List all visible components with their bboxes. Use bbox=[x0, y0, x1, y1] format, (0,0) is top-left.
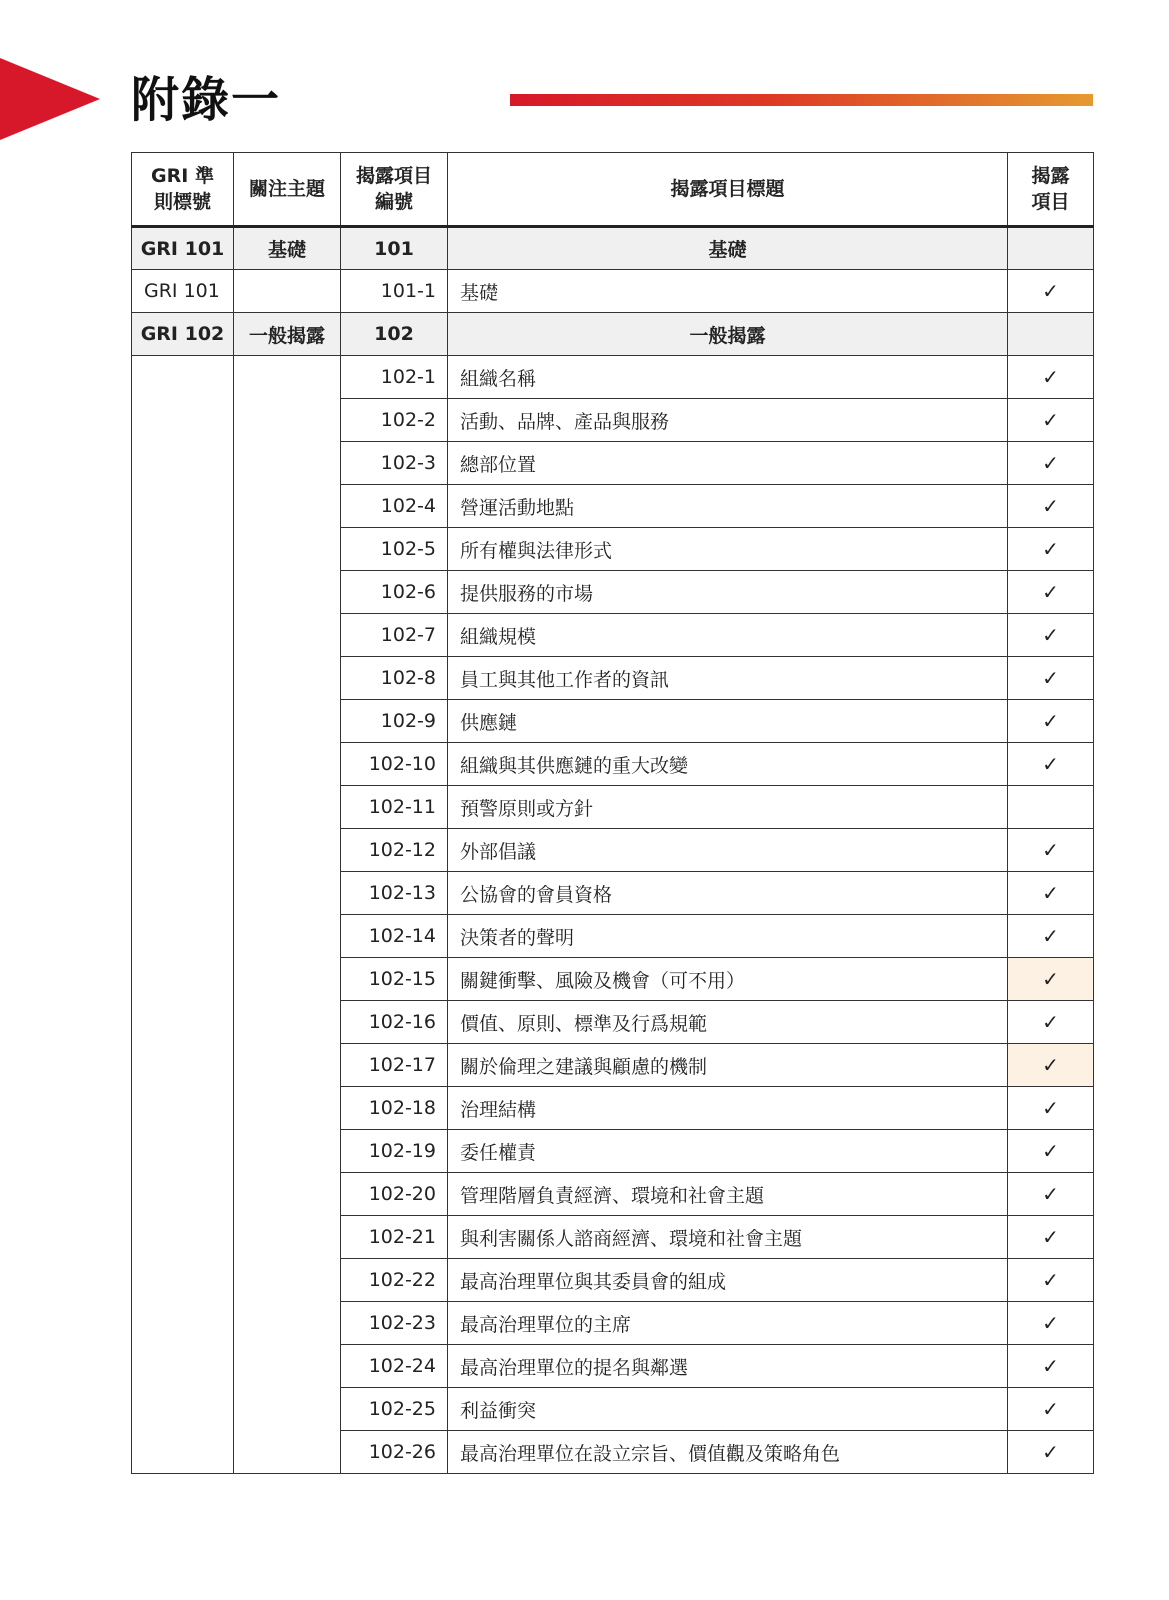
header-code bbox=[341, 153, 448, 227]
header-standard bbox=[132, 153, 234, 227]
row-code: 102-2 bbox=[341, 399, 448, 442]
table-row bbox=[132, 356, 1094, 399]
header-disclosed bbox=[1008, 153, 1094, 227]
standard-span-cell bbox=[132, 356, 234, 1474]
red-arrow-icon bbox=[0, 58, 100, 140]
check-icon: ✓ bbox=[1008, 399, 1094, 442]
row-code: 102-20 bbox=[341, 1173, 448, 1216]
row-code: 102-25 bbox=[341, 1388, 448, 1431]
row-code: 102-11 bbox=[341, 786, 448, 829]
check-icon: ✓ bbox=[1008, 1001, 1094, 1044]
check-icon: ✓ bbox=[1008, 1216, 1094, 1259]
row-title: 活動、品牌、產品與服務 bbox=[448, 399, 1008, 442]
row-title: 組織名稱 bbox=[448, 356, 1008, 399]
check-icon: ✓ bbox=[1008, 270, 1094, 313]
check-icon: ✓ bbox=[1008, 571, 1094, 614]
row-code: 102-9 bbox=[341, 700, 448, 743]
row-code: 102-18 bbox=[341, 1087, 448, 1130]
check-icon: ✓ bbox=[1008, 1345, 1094, 1388]
check-icon: ✓ bbox=[1008, 1388, 1094, 1431]
check-icon bbox=[1008, 786, 1094, 829]
header-disclosed-label: 揭露 項目 bbox=[1031, 165, 1070, 213]
row-code: 102-12 bbox=[341, 829, 448, 872]
row-title: 所有權與法律形式 bbox=[448, 528, 1008, 571]
check-icon: ✓ bbox=[1008, 1087, 1094, 1130]
check-icon: ✓ bbox=[1008, 1259, 1094, 1302]
topic-span-cell bbox=[234, 356, 341, 1474]
row-title: 最高治理單位與其委員會的組成 bbox=[448, 1259, 1008, 1302]
page-title: 附錄一 bbox=[131, 72, 282, 128]
check-icon: ✓ bbox=[1008, 1173, 1094, 1216]
header-topic bbox=[234, 153, 341, 227]
row-title: 關鍵衝擊、風險及機會（可不用） bbox=[448, 958, 1008, 1001]
row-code: 102-13 bbox=[341, 872, 448, 915]
row-code: 102-21 bbox=[341, 1216, 448, 1259]
check-icon: ✓ bbox=[1008, 657, 1094, 700]
check-icon: ✓ bbox=[1008, 1431, 1094, 1474]
section-title: 基礎 bbox=[448, 227, 1008, 270]
section-title: 一般揭露 bbox=[448, 313, 1008, 356]
check-icon: ✓ bbox=[1008, 1130, 1094, 1173]
row-title: 最高治理單位的提名與鄰選 bbox=[448, 1345, 1008, 1388]
section-topic: 一般揭露 bbox=[234, 313, 341, 356]
row-code: 102-4 bbox=[341, 485, 448, 528]
section-code: 101 bbox=[341, 227, 448, 270]
row-title: 預警原則或方針 bbox=[448, 786, 1008, 829]
row-title: 最高治理單位的主席 bbox=[448, 1302, 1008, 1345]
row-title: 供應鏈 bbox=[448, 700, 1008, 743]
section-standard: GRI 101 bbox=[132, 227, 234, 270]
row-code: 102-24 bbox=[341, 1345, 448, 1388]
check-icon: ✓ bbox=[1008, 442, 1094, 485]
section-disclosed bbox=[1008, 313, 1094, 356]
section-row-101 bbox=[132, 227, 1094, 270]
row-title: 最高治理單位在設立宗旨、價值觀及策略角色 bbox=[448, 1431, 1008, 1474]
row-code: 102-17 bbox=[341, 1044, 448, 1087]
row-title: 治理結構 bbox=[448, 1087, 1008, 1130]
row-code: 102-10 bbox=[341, 743, 448, 786]
row-title: 關於倫理之建議與顧慮的機制 bbox=[448, 1044, 1008, 1087]
row-code: 102-23 bbox=[341, 1302, 448, 1345]
section-code: 102 bbox=[341, 313, 448, 356]
row-title: 員工與其他工作者的資訊 bbox=[448, 657, 1008, 700]
row-title: 基礎 bbox=[448, 270, 1008, 313]
check-icon: ✓ bbox=[1008, 743, 1094, 786]
check-icon: ✓ bbox=[1008, 915, 1094, 958]
row-title: 公協會的會員資格 bbox=[448, 872, 1008, 915]
row-title: 決策者的聲明 bbox=[448, 915, 1008, 958]
row-code: 102-1 bbox=[341, 356, 448, 399]
row-title: 營運活動地點 bbox=[448, 485, 1008, 528]
row-title: 與利害關係人諮商經濟、環境和社會主題 bbox=[448, 1216, 1008, 1259]
row-code: 102-19 bbox=[341, 1130, 448, 1173]
row-standard: GRI 101 bbox=[132, 270, 234, 313]
header-title-label: 揭露項目標題 bbox=[670, 178, 785, 200]
row-code: 102-3 bbox=[341, 442, 448, 485]
check-icon: ✓ bbox=[1008, 958, 1094, 1001]
row-title: 組織與其供應鏈的重大改變 bbox=[448, 743, 1008, 786]
row-title: 總部位置 bbox=[448, 442, 1008, 485]
check-icon: ✓ bbox=[1008, 1302, 1094, 1345]
section-standard: GRI 102 bbox=[132, 313, 234, 356]
section-topic: 基礎 bbox=[234, 227, 341, 270]
row-topic bbox=[234, 270, 341, 313]
gri-index-table bbox=[131, 152, 1094, 1474]
check-icon: ✓ bbox=[1008, 485, 1094, 528]
check-icon: ✓ bbox=[1008, 829, 1094, 872]
row-title: 委任權責 bbox=[448, 1130, 1008, 1173]
table-header-row bbox=[132, 153, 1094, 227]
table-row bbox=[132, 270, 1094, 313]
header-title bbox=[448, 153, 1008, 227]
section-disclosed bbox=[1008, 227, 1094, 270]
row-title: 利益衝突 bbox=[448, 1388, 1008, 1431]
check-icon: ✓ bbox=[1008, 528, 1094, 571]
row-title: 提供服務的市場 bbox=[448, 571, 1008, 614]
header-code-label: 揭露項目 編號 bbox=[355, 165, 432, 213]
row-code: 102-16 bbox=[341, 1001, 448, 1044]
row-code: 102-26 bbox=[341, 1431, 448, 1474]
header-standard-label: GRI 準 則標號 bbox=[151, 165, 214, 213]
check-icon: ✓ bbox=[1008, 356, 1094, 399]
check-icon: ✓ bbox=[1008, 700, 1094, 743]
check-icon: ✓ bbox=[1008, 614, 1094, 657]
row-title: 組織規模 bbox=[448, 614, 1008, 657]
check-icon: ✓ bbox=[1008, 1044, 1094, 1087]
header-topic-label: 關注主題 bbox=[248, 178, 325, 200]
check-icon: ✓ bbox=[1008, 872, 1094, 915]
row-title: 外部倡議 bbox=[448, 829, 1008, 872]
row-code: 102-15 bbox=[341, 958, 448, 1001]
row-title: 管理階層負責經濟、環境和社會主題 bbox=[448, 1173, 1008, 1216]
row-title: 價值、原則、標準及行爲規範 bbox=[448, 1001, 1008, 1044]
row-code: 102-6 bbox=[341, 571, 448, 614]
row-code: 102-8 bbox=[341, 657, 448, 700]
row-code: 102-22 bbox=[341, 1259, 448, 1302]
row-code: 102-14 bbox=[341, 915, 448, 958]
row-code: 101-1 bbox=[341, 270, 448, 313]
row-code: 102-7 bbox=[341, 614, 448, 657]
section-row-102 bbox=[132, 313, 1094, 356]
row-code: 102-5 bbox=[341, 528, 448, 571]
title-underline-bar bbox=[510, 94, 1093, 106]
